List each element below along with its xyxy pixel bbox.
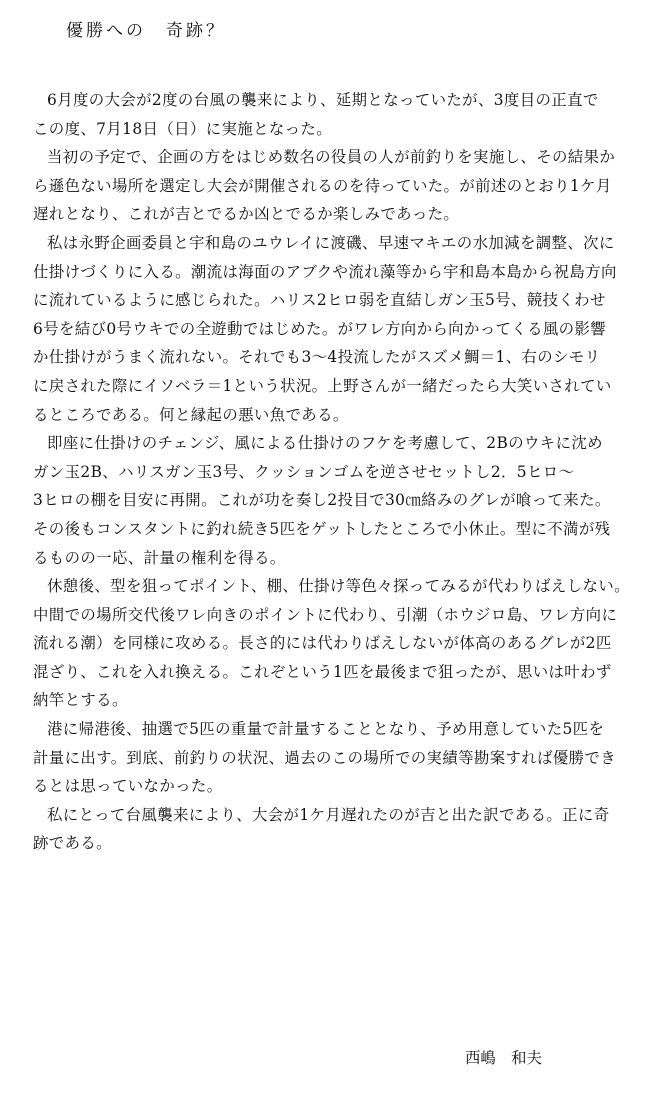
document-title: 優勝への 奇跡？	[66, 21, 226, 41]
paragraph-line: この度、7月18日（日）に実施となった。	[33, 119, 333, 138]
paragraph-line: 3ヒロの棚を目安に再開。これが功を奏し2投目で30㎝絡みのグレが喰って来た。	[33, 491, 611, 510]
paragraph-line: 私にとって台風襲来により、大会が1ケ月遅れたのが吉と出た訳である。正に奇	[47, 805, 610, 824]
paragraph-line: 休憩後、型を狙ってポイント、棚、仕掛け等色々探ってみるが代わりばえしない。	[47, 577, 630, 596]
paragraph-line: か仕掛けがうまく流れない。それでも3〜4投流したがスズメ鯛＝1、右のシモリ	[33, 348, 601, 367]
paragraph-line: に流れているように感じられた。ハリス2ヒロ弱を直結しガン玉5号、競技くわせ	[33, 291, 606, 310]
paragraph-line: 私は永野企画委員と宇和島のユウレイに渡磯、早速マキエの水加減を調整、次に	[47, 233, 615, 252]
paragraph-line: 中間での場所交代後ワレ向きのポイントに代わり、引潮（ホウジロ島、ワレ方向に	[33, 605, 618, 624]
paragraph-line: 港に帰港後、抽選で5匹の重量で計量することとなり、予め用意していた5匹を	[47, 720, 605, 739]
paragraph-line: 6月度の大会が2度の台風の襲来により、延期となっていたが、3度目の正直で	[47, 91, 599, 109]
paragraph-line: るものの一応、計量の権利を得る。	[33, 548, 286, 567]
paragraph-line: 計量に出す。到底、前釣りの状況、過去のこの場所での実績等勘案すれば優勝でき	[33, 748, 617, 767]
paragraph-line: に戻された際にイソベラ＝1という状況。上野さんが一緒だったら大笑いされてい	[33, 376, 612, 395]
paragraph-line: 仕掛けづくりに入る。潮流は海面のアブクや流れ藻等から宇和島本島から祝島方向	[33, 262, 617, 281]
paragraph-line: 当初の予定で、企画の方をはじめ数名の役員の人が前釣りを実施し、その結果か	[47, 148, 616, 167]
paragraph-line: 納竿とする。	[33, 691, 128, 710]
paragraph-line: ら遜色ない場所を選定し大会が開催されるのを待っていた。が前述のとおり1ケ月	[33, 176, 612, 195]
paragraph-line: 跡である。	[33, 834, 112, 853]
paragraph-line: その後もコンスタントに釣れ続き5匹をゲットしたところで小休止。型に不満が残	[33, 519, 611, 538]
paragraph-line: 即座に仕掛けのチェンジ、風による仕掛けのフケを考慮して、2Bのウキに沈め	[47, 434, 603, 453]
paragraph-line: ガン玉2B、ハリスガン玉3号、クッションゴムを逆させセットし2．5ヒロ〜	[33, 462, 575, 481]
paragraph-line: 流れる潮）を同様に攻める。長さ的には代わりばえしないが体高のあるグレが2匹	[33, 634, 612, 653]
paragraph-line: 6号を結び0号ウキでの全遊動ではじめた。がワレ方向から向かってくる風の影響	[33, 319, 607, 338]
paragraph-line: 混ざり、これを入れ換える。これぞという1匹を最後まで狙ったが、思いは叶わず	[33, 662, 612, 681]
document-body	[33, 86, 633, 858]
author-name: 西嶋 和夫	[465, 1049, 542, 1067]
paragraph-line: るところである。何と縁起の悪い魚である。	[33, 405, 349, 424]
paragraph-line: るとは思っていなかった。	[33, 777, 223, 796]
paragraph-line: 遅れとなり、これが吉とでるか凶とでるか楽しみであった。	[33, 205, 460, 224]
